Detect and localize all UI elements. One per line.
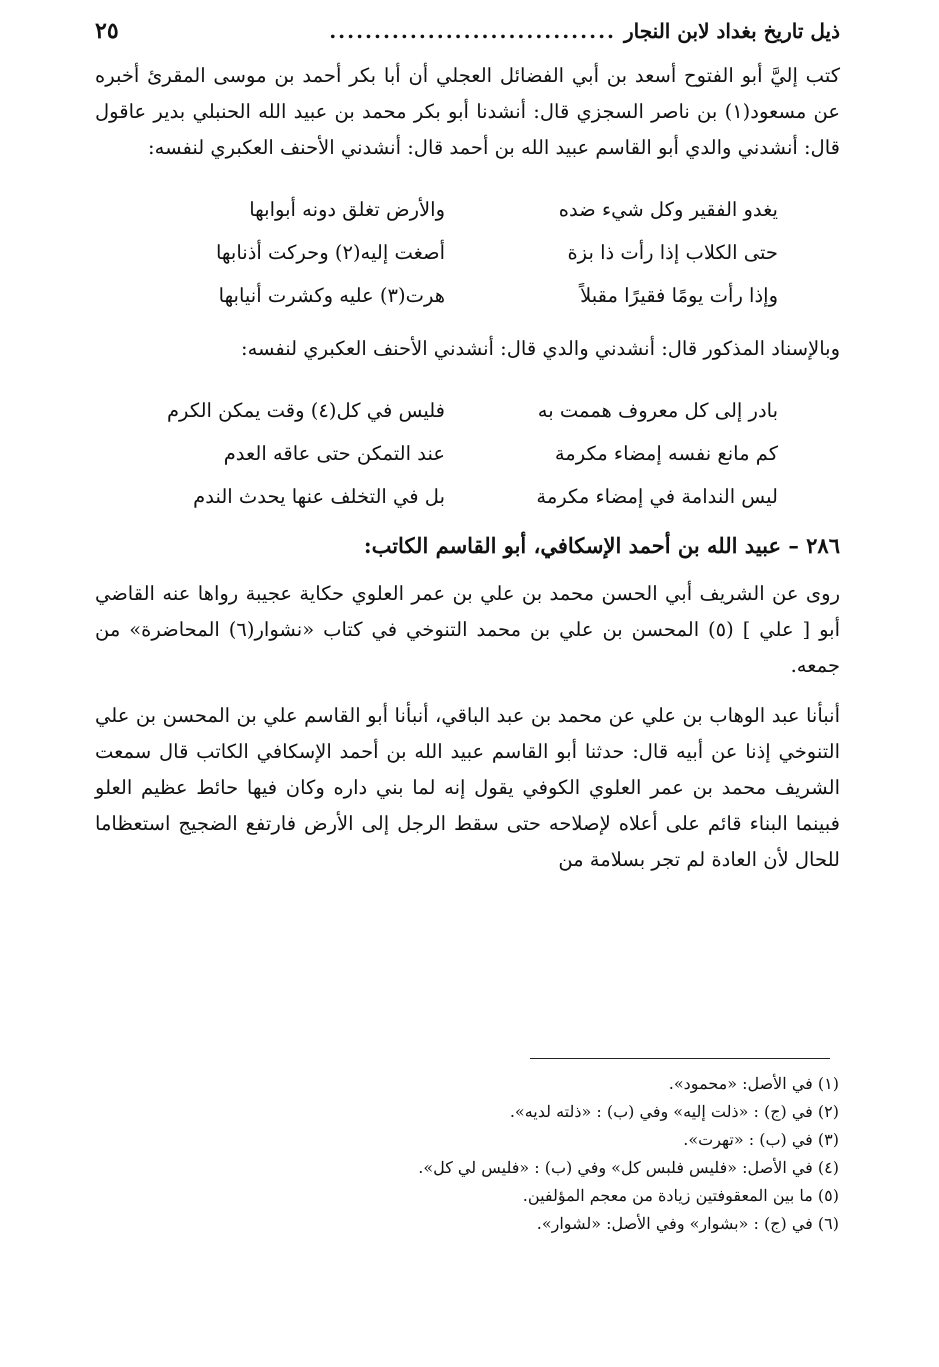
paragraph-biography: روى عن الشريف أبي الحسن محمد بن علي بن عمر العلوي حكاية عجيبة رواها عنه القاضي أبو [ علي ] (٥) المحسن بن علي بن محمد التنوخي في كتاب «نشوار(٦) المحاضرة» من جمعه. bbox=[95, 582, 840, 677]
second-hemistich: أصغت إليه(٢) وحركت أذنابها bbox=[215, 241, 445, 264]
second-hemistich: بل في التخلف عنها يحدث الندم bbox=[193, 485, 445, 508]
second-hemistich: فليس في كل(٤) وقت يمكن الكرم bbox=[166, 399, 445, 422]
poem-1 bbox=[95, 188, 840, 317]
first-hemistich: وإذا رأت يومًا فقيرًا مقبلاً bbox=[580, 284, 778, 307]
book-page bbox=[95, 18, 840, 878]
footnote: (٤) في الأصل: «فليس فلبس كل» وفي (ب) : «فليس لي كل». bbox=[418, 1158, 839, 1177]
second-hemistich: عند التمكن حتى عاقه العدم bbox=[223, 442, 445, 465]
entry-heading: ٢٨٦ – عبيد الله بن أحمد الإسكافي، أبو القاسم الكاتب: bbox=[363, 533, 840, 558]
first-hemistich: بادر إلى كل معروف هممت به bbox=[537, 399, 778, 422]
paragraph-narration: أنبأنا عبد الوهاب بن علي عن محمد بن عبد الباقي، أنبأنا أبو القاسم علي بن المحسن بن علي التنوخي إذنا عن أبيه قال: حدثنا أبو القاسم عبيد الله بن أحمد الإسكافي الكاتب قال سمعت الشريف محمد بن عمر العلوي الكوفي يقول إنه لما بني داره وكان فيها حائط عظيم العلو فبينما البناء قائم على أعلاه لإصلاحه حتى سقط الرجل إلى الأرض فارتفع الضجيج استعظاما للحال لأن العادة لم تجر بسلامة من bbox=[95, 704, 840, 871]
footnote: (٢) في (ج) : «ذلت إليه» وفي (ب) : «ذلته لديه». bbox=[509, 1102, 839, 1121]
footnote: (١) في الأصل: «محمود». bbox=[668, 1074, 839, 1093]
footnote: (٥) ما بين المعقوفتين زيادة من معجم المؤلفين. bbox=[522, 1186, 839, 1205]
verse bbox=[95, 231, 840, 274]
page-number: ٢٥ bbox=[95, 18, 119, 44]
first-hemistich: ليس الندامة في إمضاء مكرمة bbox=[536, 485, 778, 508]
second-hemistich: هرت(٣) عليه وكشرت أنيابها bbox=[218, 284, 445, 307]
footnote-divider bbox=[530, 1058, 830, 1059]
verse bbox=[95, 274, 840, 317]
verse bbox=[95, 432, 840, 475]
first-hemistich: كم مانع نفسه إمضاء مكرمة bbox=[554, 442, 778, 465]
verse bbox=[95, 475, 840, 518]
verse bbox=[95, 389, 840, 432]
running-title: ذيل تاريخ بغداد لابن النجار bbox=[624, 19, 840, 43]
footnote: (٣) في (ب) : «تهرت». bbox=[683, 1130, 839, 1149]
verse bbox=[95, 188, 840, 231]
first-hemistich: يغدو الفقير وكل شيء ضده bbox=[558, 198, 778, 221]
footnotes bbox=[239, 1070, 839, 1238]
running-header bbox=[95, 18, 840, 58]
paragraph-intro: كتب إليَّ أبو الفتوح أسعد بن أبي الفضائل العجلي أن أبا بكر أحمد بن موسى المقرئ أخبره عن مسعود(١) بن ناصر السجزي قال: أنشدنا أبو بكر محمد بن عبيد الله الحنبلي بدير عاقول قال: أنشدني والدي أبو القاسم عبيد الله بن أحمد قال: أنشدني الأحنف العكبري لنفسه: bbox=[95, 64, 841, 159]
footnote: (٦) في (ج) : «بشوار» وفي الأصل: «لشوار». bbox=[536, 1214, 839, 1233]
paragraph-isnad: وبالإسناد المذكور قال: أنشدني والدي قال: أنشدني الأحنف العكبري لنفسه: bbox=[241, 337, 840, 360]
first-hemistich: حتى الكلاب إذا رأت ذا بزة bbox=[567, 241, 778, 264]
second-hemistich: والأرض تغلق دونه أبوابها bbox=[249, 198, 445, 221]
leader-dots: ................................ bbox=[329, 19, 616, 43]
poem-2 bbox=[95, 389, 840, 518]
